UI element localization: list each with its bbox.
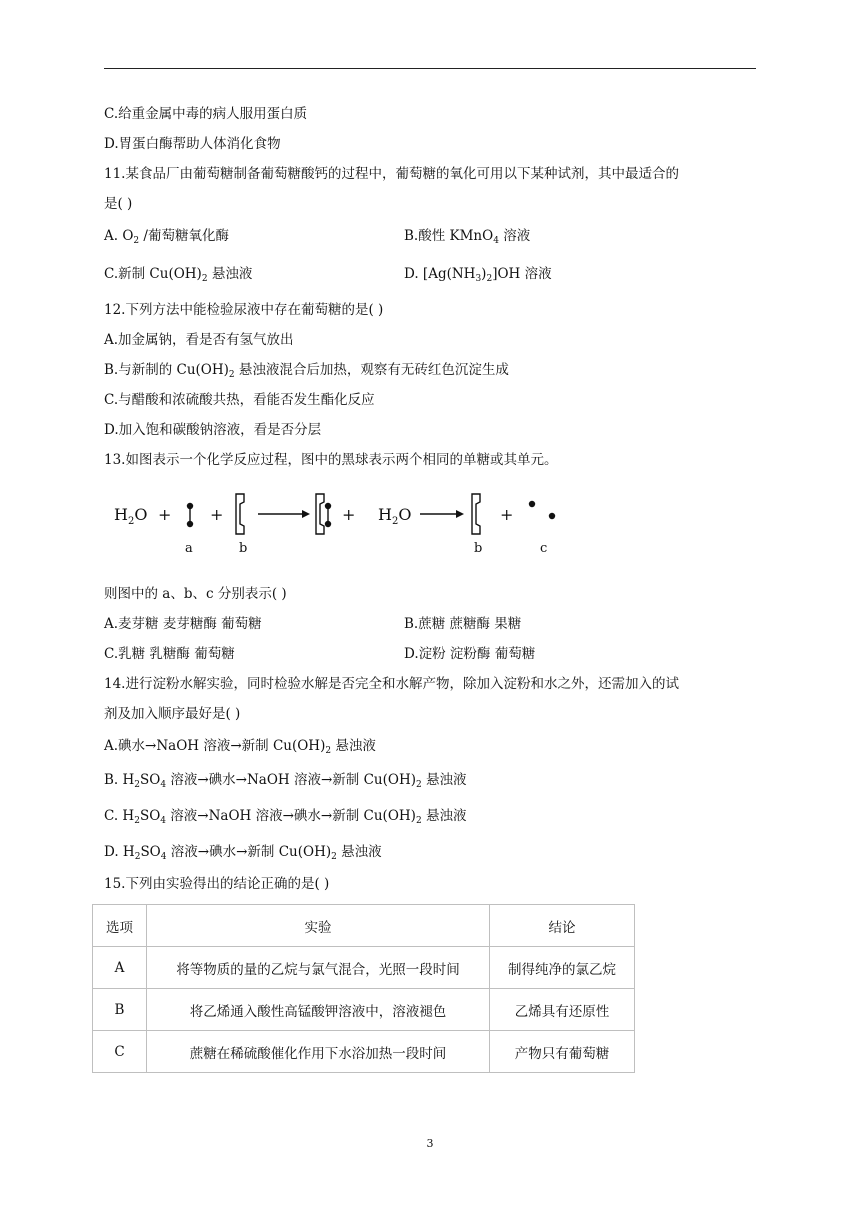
q11-stem-line2: 是( ) (104, 196, 133, 212)
table-cell: 制得纯净的氯乙烷 (490, 947, 635, 989)
enzyme-b (236, 494, 244, 534)
q12-stem: 12.下列方法中能检验尿液中存在葡萄糖的是( ) (104, 302, 384, 318)
q12-option-b: B.与新制的 $Cu(OH)_2$ 悬浊液混合后加热，观察有无砖红色沉淀生成 (104, 362, 509, 380)
q14-option-c: C. $H_2SO_4$ 溶液→NaOH 溶液→碘水→新制 $Cu(OH)_2$ 悬浊液 (104, 808, 467, 826)
diagram-h2o-right: $H_2O$ (378, 505, 412, 527)
table-cell: 产物只有葡萄糖 (490, 1031, 635, 1073)
diagram-label-c: c (540, 541, 548, 556)
q15-table (92, 904, 635, 1073)
q12-option-d: D.加入饱和碳酸钠溶液，看是否分层 (104, 422, 322, 438)
enzyme-substrate-complex (316, 494, 331, 534)
table-header-cell: 结论 (490, 905, 635, 947)
q10-option-c: C.给重金属中毒的病人服用蛋白质 (104, 106, 308, 122)
table-cell: 将等物质的量的乙烷与氯气混合，光照一段时间 (147, 947, 490, 989)
q12-option-a: A.加金属钠，看是否有氢气放出 (104, 332, 294, 348)
diagram-label-b2: b (474, 541, 483, 556)
q13-option-b: B.蔗糖 蔗糖酶 果糖 (404, 616, 522, 632)
diagram-h2o-left: $H_2O$ (114, 505, 148, 527)
table-header-row (93, 905, 635, 947)
diagram-label-a: a (185, 541, 193, 556)
table-cell: A (93, 947, 147, 989)
monosaccharides-c (529, 501, 555, 519)
enzyme-b-released (472, 494, 480, 534)
reaction-diagram (112, 480, 572, 564)
page-number: 3 (426, 1137, 434, 1150)
disaccharide-a (187, 503, 193, 527)
q11-option-a: A. $O_2$ /葡萄糖氧化酶 (104, 228, 229, 246)
diagram-label-b1: b (239, 541, 248, 556)
diagram-plus-2: + (210, 505, 224, 524)
table-cell: C (93, 1031, 147, 1073)
q11-option-c: C.新制 $Cu(OH)_2$ 悬浊液 (104, 266, 253, 284)
table-cell: B (93, 989, 147, 1031)
q13-question: 则图中的 a、b、c 分别表示( ) (104, 586, 287, 602)
table-row (93, 947, 635, 989)
q14-stem-line1: 14.进行淀粉水解实验，同时检验水解是否完全和水解产物，除加入淀粉和水之外，还需加入的试 (104, 676, 679, 692)
q13-stem: 13.如图表示一个化学反应过程，图中的黑球表示两个相同的单糖或其单元。 (104, 452, 558, 468)
q13-option-c: C.乳糖 乳糖酶 葡萄糖 (104, 646, 235, 662)
q14-stem-line2: 剂及加入顺序最好是( ) (104, 706, 241, 722)
q15-stem: 15.下列由实验得出的结论正确的是( ) (104, 876, 330, 892)
q13-option-d: D.淀粉 淀粉酶 葡萄糖 (404, 646, 536, 662)
table-row (93, 1031, 635, 1073)
arrow-1 (258, 510, 310, 518)
q14-option-b: B. $H_2SO_4$ 溶液→碘水→NaOH 溶液→新制 $Cu(OH)_2$ 悬浊液 (104, 772, 467, 790)
header-rule (104, 68, 756, 69)
table-header-cell: 实验 (147, 905, 490, 947)
table-cell: 蔗糖在稀硫酸催化作用下水浴加热一段时间 (147, 1031, 490, 1073)
q13-option-a: A.麦芽糖 麦芽糖酶 葡萄糖 (104, 616, 262, 632)
q11-stem-line1: 11.某食品厂由葡萄糖制备葡萄糖酸钙的过程中，葡萄糖的氧化可用以下某种试剂，其中最适合的 (104, 166, 679, 182)
table-header-cell: 选项 (93, 905, 147, 947)
diagram-plus-3: + (342, 505, 356, 524)
diagram-plus-4: + (500, 505, 514, 524)
table-row (93, 989, 635, 1031)
q14-option-d: D. $H_2SO_4$ 溶液→碘水→新制 $Cu(OH)_2$ 悬浊液 (104, 844, 382, 862)
table-cell: 乙烯具有还原性 (490, 989, 635, 1031)
q14-option-a: A.碘水→NaOH 溶液→新制 $Cu(OH)_2$ 悬浊液 (104, 738, 376, 756)
q10-option-d: D.胃蛋白酶帮助人体消化食物 (104, 136, 281, 152)
arrow-2 (420, 510, 464, 518)
q11-option-b: B.酸性 KMnO$_4$ 溶液 (404, 228, 531, 246)
diagram-plus-1: + (158, 505, 172, 524)
q11-option-d: D. $[Ag(NH_3)_2]OH$ 溶液 (404, 266, 552, 284)
table-cell: 将乙烯通入酸性高锰酸钾溶液中，溶液褪色 (147, 989, 490, 1031)
q12-option-c: C.与醋酸和浓硫酸共热，看能否发生酯化反应 (104, 392, 375, 408)
